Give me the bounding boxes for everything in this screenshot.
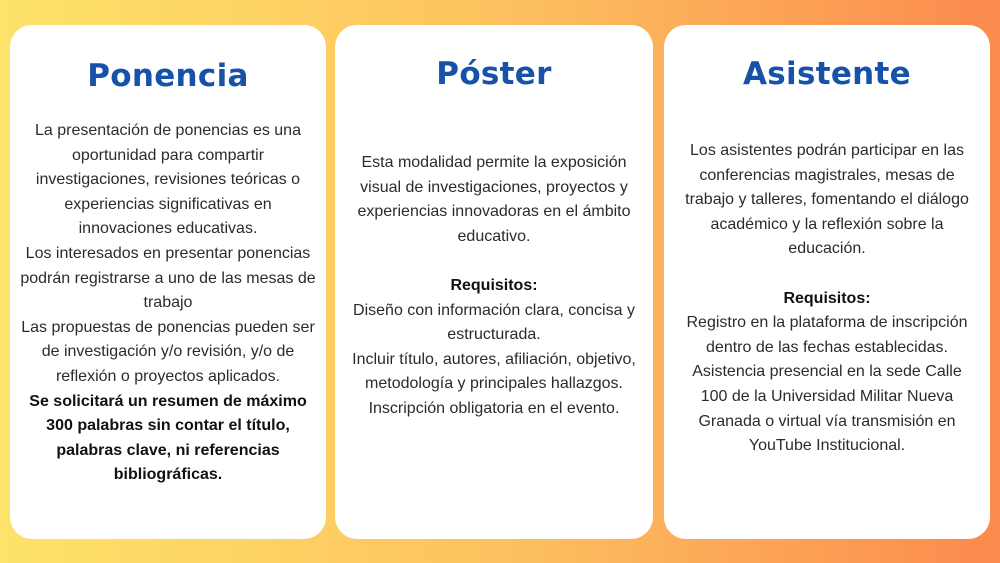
asistente-requirement-registration: Registro en la plataforma de inscripción dentro de las fechas establecidas. [686, 314, 968, 356]
asistente-description: Los asistentes podrán participar en las conferencias magistrales, mesas de trabajo y talleres, fomentando el diálogo académico y la reflexión sobre la educación. [685, 142, 969, 258]
ponencia-registration: Los interesados en presentar ponencias podrán registrarse a uno de las mesas de trabajo [20, 244, 316, 312]
poster-requirement-registration: Inscripción obligatoria en el evento. [368, 399, 620, 417]
poster-requirement-design: Diseño con información clara, concisa y estructurada. [353, 301, 635, 344]
asistente-title: Asistente [743, 56, 911, 92]
ponencia-description: La presentación de ponencias es una oportunidad para compartir investigaciones, revisiones teóricas o experiencias significativas en innovaciones educativas. [35, 122, 301, 238]
ponencia-abstract-requirement: Se solicitará un resumen de máximo 300 palabras sin contar el título, palabras clave, ni referencias bibliográficas. [29, 392, 307, 484]
asistente-requirements-heading: Requisitos: [783, 289, 871, 307]
poster-body [349, 151, 639, 422]
asistente-body [678, 139, 976, 459]
poster-title: Póster [436, 56, 552, 92]
card-poster [335, 25, 653, 539]
card-asistente [664, 25, 990, 539]
card-ponencia [10, 25, 326, 539]
poster-requirement-content: Incluir título, autores, afiliación, objetivo, metodología y principales hallazgos. [352, 350, 636, 393]
poster-requirements-heading: Requisitos: [450, 276, 538, 294]
ponencia-title: Ponencia [87, 58, 249, 94]
ponencia-proposal-types: Las propuestas de ponencias pueden ser de investigación y/o revisión, y/o de reflexión o proyectos aplicados. [21, 318, 315, 385]
asistente-requirement-attendance: Asistencia presencial en la sede Calle 100 de la Universidad Militar Nueva Granada o virtual vía transmisión en YouTube Institucional. [692, 363, 962, 455]
ponencia-body [18, 119, 318, 488]
poster-description: Esta modalidad permite la exposición visual de investigaciones, proyectos y experiencias innovadoras en el ámbito educativo. [357, 154, 631, 245]
